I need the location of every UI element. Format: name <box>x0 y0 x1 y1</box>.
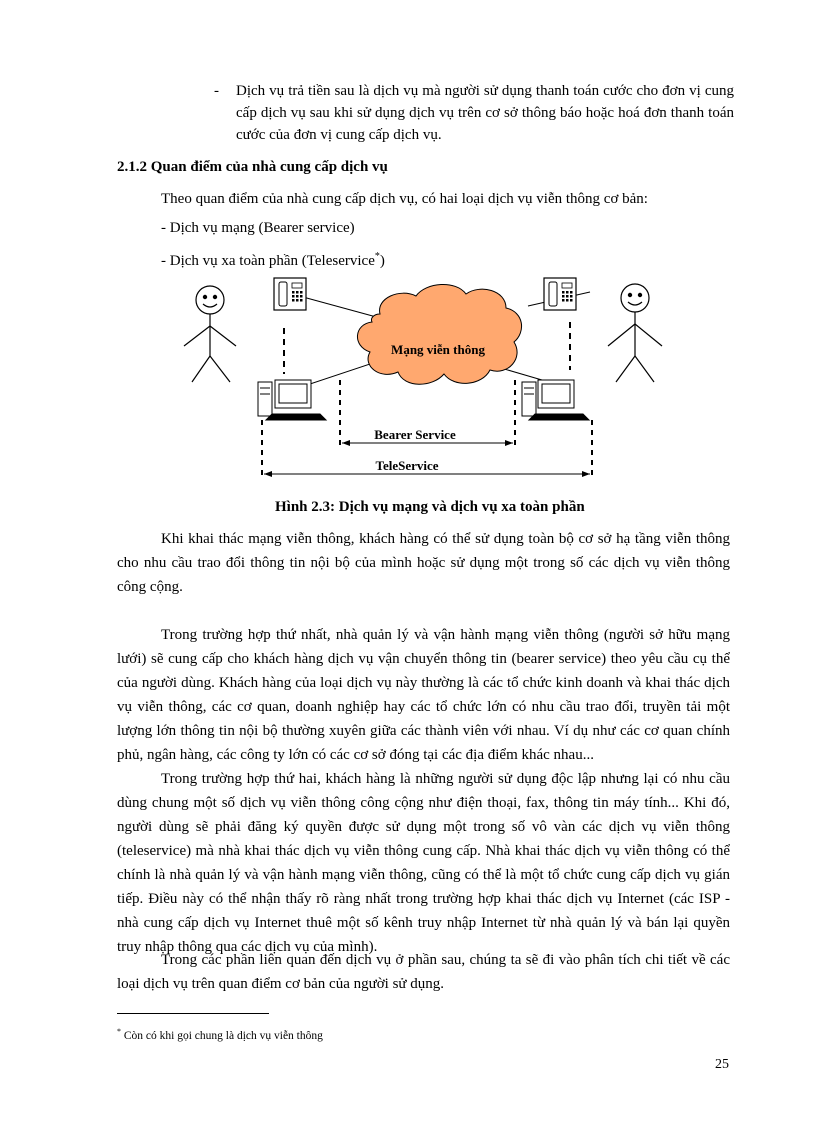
bearer-service-label: Bearer Service <box>374 427 456 442</box>
bullet-teleservice-close: ) <box>379 253 385 269</box>
footnote-mark: * <box>117 1027 121 1036</box>
paragraph-2: Trong trường hợp thứ nhất, nhà quản lý và vận hành mạng viễn thông (người sở hữu mạng lưới) sẽ cung cấp cho khách hàng dịch vụ vận chuyển thông tin (bearer service) theo yêu cầu cụ thể của người dùng. Khách hàng của loại dịch vụ này thường là các tổ chức kinh doanh và khai thác dịch vụ viễn thông, các cơ quan, doanh nghiệp hay các tổ chức lớn có nhu cầu trao đổi, truyền tải một lượng lớn thông tin nội bộ thường xuyên giữa các thành viên với nhau. Ví dụ như các cơ quan chính phủ, ngân hàng, các công ty lớn có các cơ sở đóng tại các địa điểm khác nhau... <box>117 627 730 763</box>
person-right-icon <box>608 284 662 382</box>
telephone-right-icon <box>544 278 576 310</box>
top-list-item <box>214 80 734 146</box>
footnote-marker: * <box>374 251 380 262</box>
paragraph-4: Trong các phần liên quan đến dịch vụ ở phần sau, chúng ta sẽ đi vào phân tích chi tiết về các loại dịch vụ trên quan điểm cơ bản của người sử dụng. <box>117 952 730 992</box>
paragraph-3: Trong trường hợp thứ hai, khách hàng là những người sử dụng độc lập nhưng lại có nhu cầu dùng chung một số dịch vụ viễn thông công cộng như điện thoại, fax, thông tin máy tính... Khi đó, người dùng sẽ phải đăng ký quyền được sử dụng một trong số vô vàn các dịch vụ viễn thông (teleservice) mà nhà khai thác dịch vụ viễn thông cung cấp. Nhà khai thác dịch vụ viễn thông có thể chính là nhà quản lý và vận hành mạng viễn thông, cũng có thể là một tổ chức cung cấp dịch vụ gián tiếp. Điều này có thể nhận thấy rõ ràng nhất trong trường hợp khai thác dịch vụ Internet (các ISP - nhà cung cấp dịch vụ Internet thuê một số kênh truy nhập Internet từ nhà quản lý và bán lại quyền truy nhập thông qua các dịch vụ của mình). <box>117 771 730 955</box>
list-dash: - <box>214 83 219 99</box>
section-heading: 2.1.2 Quan điểm của nhà cung cấp dịch vụ <box>117 159 388 175</box>
footnote <box>117 1024 323 1044</box>
list-item-text: Dịch vụ trả tiền sau là dịch vụ mà người sử dụng thanh toán cước cho đơn vị cung cấp dịch vụ sau khi sử dụng dịch vụ trên cơ sở thông báo hoặc hoá đơn thanh toán cước của đơn vị cung cấp dịch vụ. <box>236 83 734 143</box>
bullet-bearer-service: - Dịch vụ mạng (Bearer service) <box>161 220 355 236</box>
telephone-left-icon <box>274 278 306 310</box>
teleservice-label: TeleService <box>375 458 439 473</box>
computer-left-icon <box>258 380 326 420</box>
section-intro: Theo quan điểm của nhà cung cấp dịch vụ, có hai loại dịch vụ viễn thông cơ bản: <box>161 191 648 207</box>
footnote-text: Còn có khi gọi chung là dịch vụ viễn thông <box>121 1029 323 1042</box>
service-diagram <box>180 270 680 485</box>
person-left-icon <box>184 286 236 382</box>
paragraph-1: Khi khai thác mạng viễn thông, khách hàng có thể sử dụng toàn bộ cơ sở hạ tầng viễn thông cho nhu cầu trao đổi thông tin nội bộ của mình hoặc sử dụng một trong số các dịch vụ viễn thông công cộng. <box>117 531 730 595</box>
bullet-teleservice <box>161 246 385 272</box>
figure-caption: Hình 2.3: Dịch vụ mạng và dịch vụ xa toàn phần <box>275 499 585 515</box>
computer-right-icon <box>522 380 589 420</box>
cloud-label: Mạng viễn thông <box>391 342 485 357</box>
footnote-divider <box>117 1013 269 1014</box>
page-number: 25 <box>715 1057 729 1072</box>
bullet-teleservice-text: - Dịch vụ xa toàn phần (Teleservice <box>161 253 375 269</box>
network-cloud-icon <box>357 284 521 384</box>
